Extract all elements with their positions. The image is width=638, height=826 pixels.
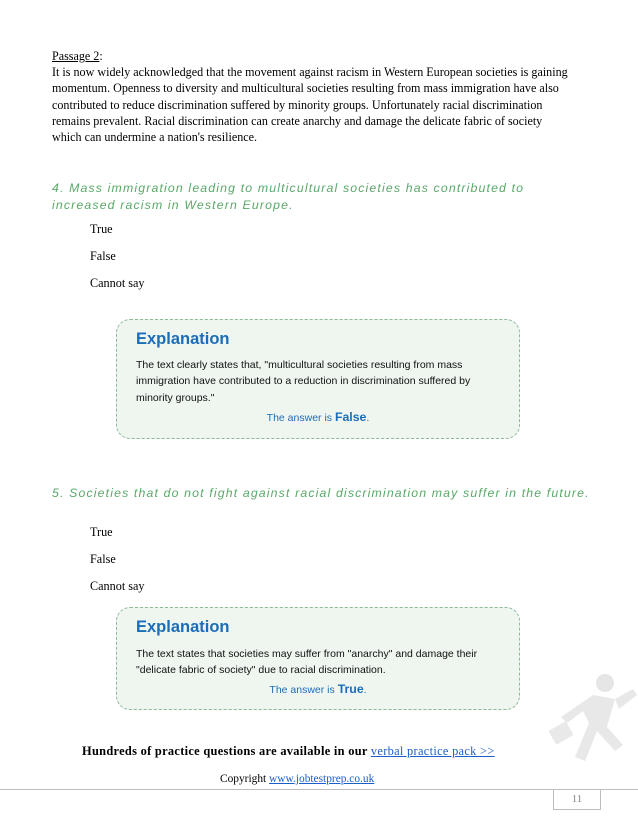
q5-answer-suffix: . (363, 684, 367, 696)
passage-2 (52, 48, 572, 145)
q5-explanation-title: Explanation (136, 618, 230, 636)
q4-explanation-text: The text clearly states that, "multicultural societies resulting from mass immigration have contributed to a reduction in discrimination suffered by minority groups." (136, 359, 471, 404)
q4-option-false[interactable]: False (90, 249, 116, 263)
q5-option-true[interactable]: True (90, 525, 113, 539)
promo-text: Hundreds of practice questions are available in our (82, 744, 371, 758)
jobtestprep-link[interactable]: www.jobtestprep.co.uk (269, 773, 375, 785)
copyright-prefix: Copyright (220, 773, 270, 785)
q4-answer-suffix: . (366, 412, 370, 424)
q5-answer-line (117, 682, 519, 696)
q4-explanation-title: Explanation (136, 330, 230, 348)
q5-option-false[interactable]: False (90, 552, 116, 566)
q4-answer-value: False (334, 410, 367, 424)
q5-option-cannot-say[interactable]: Cannot say (90, 579, 145, 593)
practice-pack-promo (82, 744, 495, 759)
q4-explanation-box (116, 319, 520, 439)
q4-option-cannot-say[interactable]: Cannot say (90, 276, 145, 290)
verbal-practice-pack-link[interactable]: verbal practice pack >> (370, 744, 495, 758)
passage-label-colon: : (99, 49, 103, 63)
q5-answer-prefix: The answer is (269, 684, 338, 696)
page-number: 11 (553, 790, 601, 810)
q5-answer-value: True (337, 682, 364, 696)
passage-label: Passage 2 (52, 49, 100, 63)
q4-answer-prefix: The answer is (266, 412, 335, 424)
question-5: 5. Societies that do not fight against racial discrimination may suffer in the future. (52, 486, 590, 500)
footer-divider (0, 789, 638, 790)
q4-answer-line (117, 410, 519, 424)
passage-heading (52, 48, 572, 64)
runner-watermark-icon (545, 665, 638, 775)
question-4: 4. Mass immigration leading to multicultural societies has contributed to increased racism in Western Europe. (52, 181, 525, 212)
q4-option-true[interactable]: True (90, 222, 113, 236)
copyright (220, 773, 374, 785)
passage-text: It is now widely acknowledged that the movement against racism in Western European societies is gaining momentum. Openness to diversity and multicultural societies resulting from mass immigration have also contributed to reduce discrimination suffered by minority groups. Unfortunately racial discrimination remains prevalent. Racial discrimination can create anarchy and damage the delicate fabric of society which can undermine a nation's resilience. (52, 65, 568, 145)
q5-explanation-text: The text states that societies may suffer from "anarchy" and damage their "delicate fabric of society" due to racial discrimination. (136, 648, 478, 677)
q5-explanation-box (116, 607, 520, 710)
